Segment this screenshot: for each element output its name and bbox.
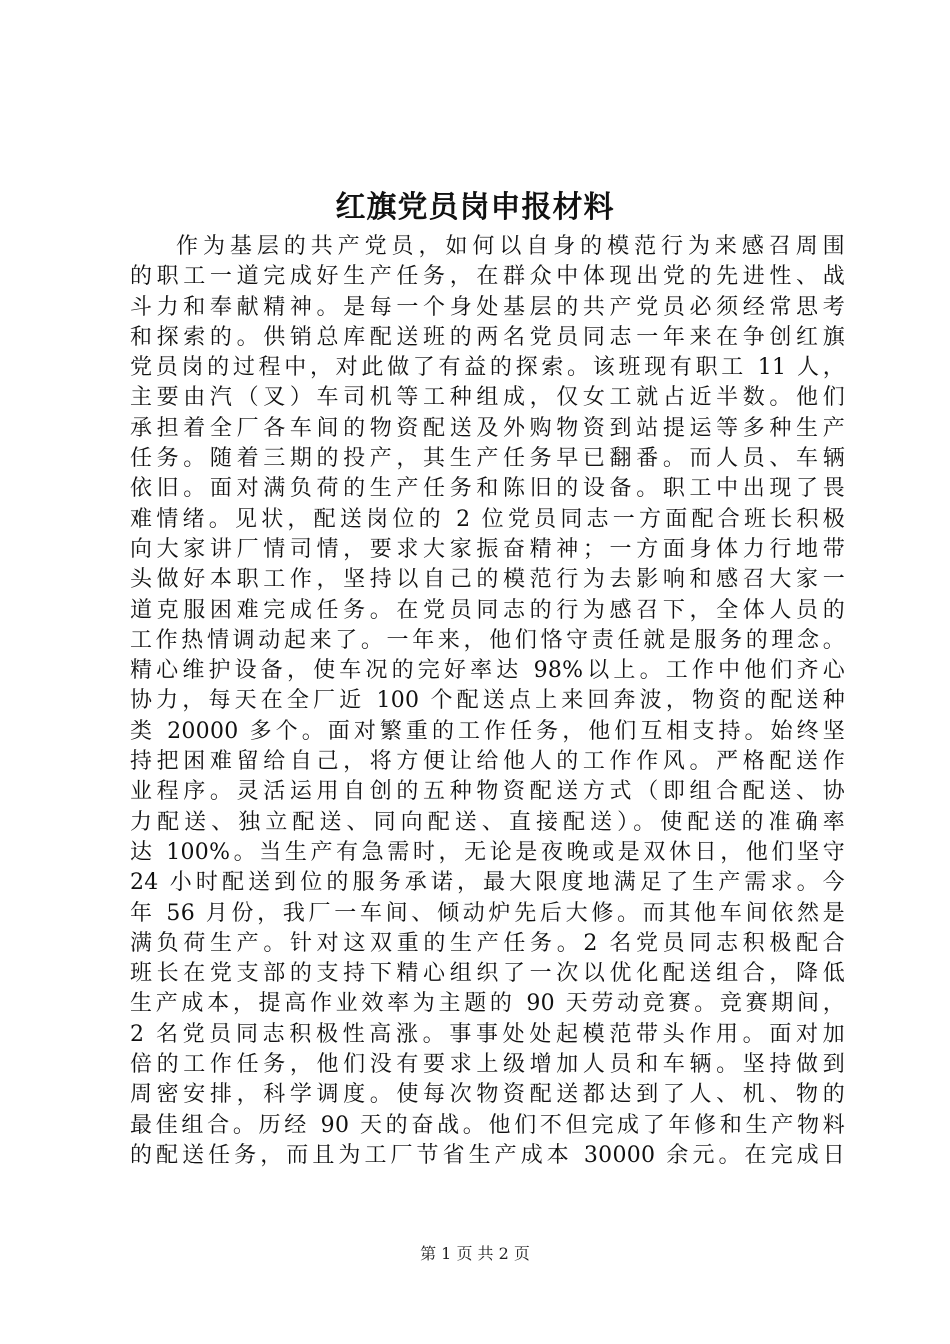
body-line: 任务。随着三期的投产，其生产任务早已翻番。而人员、车辆 [130, 446, 845, 472]
body-line: 班长在党支部的支持下精心组织了一次以优化配送组合，降低 [130, 961, 845, 987]
body-line: 的职工一道完成好生产任务，在群众中体现出党的先进性、战 [130, 264, 845, 290]
body-line: 倍的工作任务，他们没有要求上级增加人员和车辆。坚持做到 [130, 1052, 845, 1078]
body-line: 承担着全厂各车间的物资配送及外购物资到站提运等多种生产 [130, 415, 845, 441]
body-line: 满负荷生产。针对这双重的生产任务。2 名党员同志积极配合 [130, 930, 845, 956]
body-line: 作为基层的共产党员，如何以自身的模范行为来感召周围 [176, 234, 845, 259]
body-line: 工作热情调动起来了。一年来，他们恪守责任就是服务的理念。 [130, 627, 845, 653]
body-line: 达 100%。当生产有急需时，无论是夜晚或是双休日，他们坚守 [130, 839, 845, 865]
document-body [130, 232, 845, 1171]
body-line: 头做好本职工作，坚持以自己的模范行为去影响和感召大家一 [130, 567, 845, 593]
body-line: 和探索的。供销总库配送班的两名党员同志一年来在争创红旗 [130, 324, 845, 350]
body-line: 协力，每天在全厂近 100 个配送点上来回奔波，物资的配送种 [130, 688, 845, 714]
body-line: 精心维护设备，使车况的完好率达 98%以上。工作中他们齐心 [130, 658, 845, 684]
body-line: 依旧。面对满负荷的生产任务和陈旧的设备。职工中出现了畏 [130, 476, 845, 502]
page-number-footer: 第 1 页 共 2 页 [420, 1244, 530, 1263]
body-line: 生产成本，提高作业效率为主题的 90 天劳动竞赛。竞赛期间， [130, 991, 845, 1017]
body-line: 周密安排，科学调度。使每次物资配送都达到了人、机、物的 [130, 1082, 845, 1108]
body-line: 类 20000 多个。面对繁重的工作任务，他们互相支持。始终坚 [130, 718, 845, 744]
body-line: 持把困难留给自己，将方便让给他人的工作作风。严格配送作 [130, 749, 845, 775]
document-title: 红旗党员岗申报材料 [335, 190, 615, 225]
body-line: 力配送、独立配送、同向配送、直接配送）。使配送的准确率 [130, 809, 845, 835]
body-line: 24 小时配送到位的服务承诺，最大限度地满足了生产需求。今 [130, 870, 845, 896]
body-line: 道克服困难完成任务。在党员同志的行为感召下，全体人员的 [130, 597, 845, 623]
body-line: 党员岗的过程中，对此做了有益的探索。该班现有职工 11 人， [130, 355, 845, 381]
body-line: 向大家讲厂情司情，要求大家振奋精神；一方面身体力行地带 [130, 536, 845, 562]
body-line: 的配送任务，而且为工厂节省生产成本 30000 余元。在完成日 [130, 1142, 845, 1168]
body-line: 主要由汽（叉）车司机等工种组成，仅女工就占近半数。他们 [130, 385, 845, 411]
body-line: 最佳组合。历经 90 天的奋战。他们不但完成了年修和生产物料 [130, 1112, 845, 1138]
body-line: 难情绪。见状，配送岗位的 2 位党员同志一方面配合班长积极 [130, 506, 845, 532]
body-line: 年 56 月份，我厂一车间、倾动炉先后大修。而其他车间依然是 [130, 900, 845, 926]
body-line: 2 名党员同志积极性高涨。事事处处起模范带头作用。面对加 [130, 1021, 845, 1047]
body-line: 业程序。灵活运用自创的五种物资配送方式（即组合配送、协 [130, 779, 845, 805]
body-line: 斗力和奉献精神。是每一个身处基层的共产党员必须经常思考 [130, 294, 845, 320]
